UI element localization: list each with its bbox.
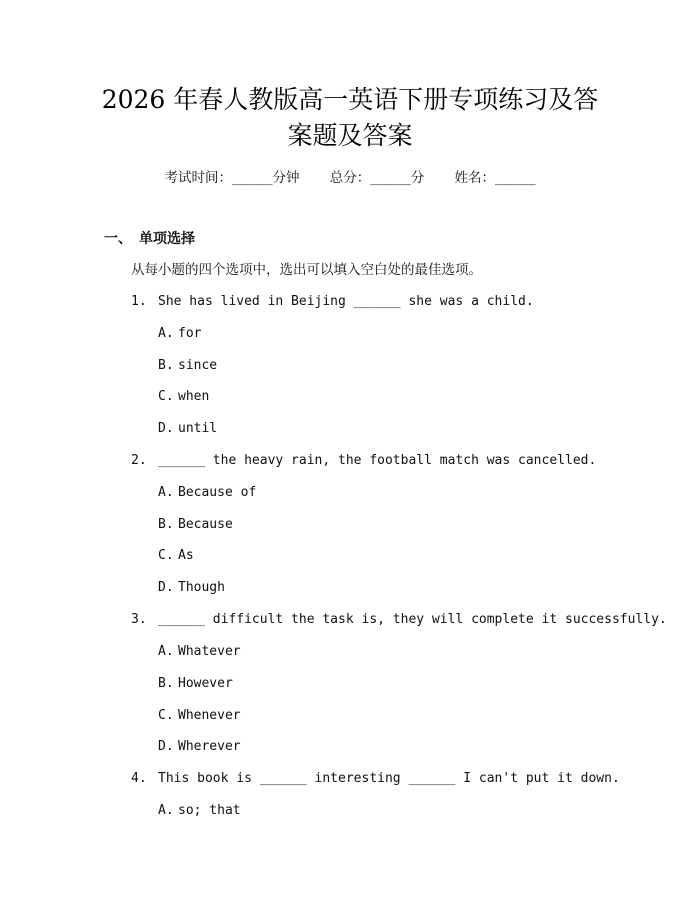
option-2c (158, 546, 194, 566)
section-title: 单项选择 (139, 231, 195, 247)
question-3 (131, 610, 667, 630)
option-1b (158, 356, 217, 376)
option-3b (158, 674, 233, 694)
option-letter: B. (158, 517, 174, 532)
option-letter: D. (158, 739, 174, 754)
question-number: 3. (131, 612, 147, 627)
total-score-field: 总分：______分 (329, 170, 425, 186)
option-text: However (178, 676, 233, 691)
option-text: when (178, 389, 210, 404)
option-text: As (178, 548, 194, 563)
section-number: 一、 (104, 231, 132, 247)
option-letter: C. (158, 389, 174, 404)
exam-info (0, 168, 700, 188)
option-text: until (178, 421, 218, 436)
option-letter: D. (158, 580, 174, 595)
option-text: so; that (178, 803, 241, 818)
page-title-line-2: 案题及答案 (287, 121, 413, 150)
question-2 (131, 451, 596, 471)
option-letter: A. (158, 644, 174, 659)
option-letter: C. (158, 548, 174, 563)
question-1 (131, 292, 534, 312)
option-text: for (178, 326, 202, 341)
section-heading (104, 229, 195, 249)
option-3d (158, 737, 241, 757)
option-1a (158, 324, 201, 344)
option-text: Whatever (178, 644, 241, 659)
section-instruction: 从每小题的四个选项中，选出可以填入空白处的最佳选项。 (131, 262, 482, 278)
option-letter: A. (158, 803, 174, 818)
student-name-field: 姓名：______ (454, 170, 536, 186)
question-number: 1. (131, 294, 147, 309)
option-text: Though (178, 580, 225, 595)
option-4a (158, 801, 241, 821)
question-4 (131, 769, 620, 789)
option-2b (158, 515, 233, 535)
option-text: Whenever (178, 708, 241, 723)
option-2d (158, 578, 225, 598)
option-letter: A. (158, 326, 174, 341)
exam-time-field: 考试时间：______分钟 (164, 170, 300, 186)
option-2a (158, 483, 256, 503)
option-text: Because of (178, 485, 257, 500)
option-1c (158, 387, 209, 407)
option-3c (158, 706, 241, 726)
option-3a (158, 642, 241, 662)
question-text: ______ difficult the task is, they will complete it successfully. (158, 612, 667, 627)
option-letter: A. (158, 485, 174, 500)
page-title-line-1: 2026 年春人教版高一英语下册专项练习及答 (101, 85, 599, 114)
option-text: Because (178, 517, 233, 532)
question-text: This book is ______ interesting ______ I can't put it down. (158, 771, 620, 786)
question-text: ______ the heavy rain, the football match was cancelled. (158, 453, 597, 468)
question-number: 4. (131, 771, 147, 786)
option-letter: B. (158, 676, 174, 691)
option-text: since (178, 358, 218, 373)
option-letter: B. (158, 358, 174, 373)
option-1d (158, 419, 217, 439)
option-text: Wherever (178, 739, 241, 754)
question-text: She has lived in Beijing ______ she was a child. (158, 294, 534, 309)
option-letter: C. (158, 708, 174, 723)
question-number: 2. (131, 453, 147, 468)
option-letter: D. (158, 421, 174, 436)
